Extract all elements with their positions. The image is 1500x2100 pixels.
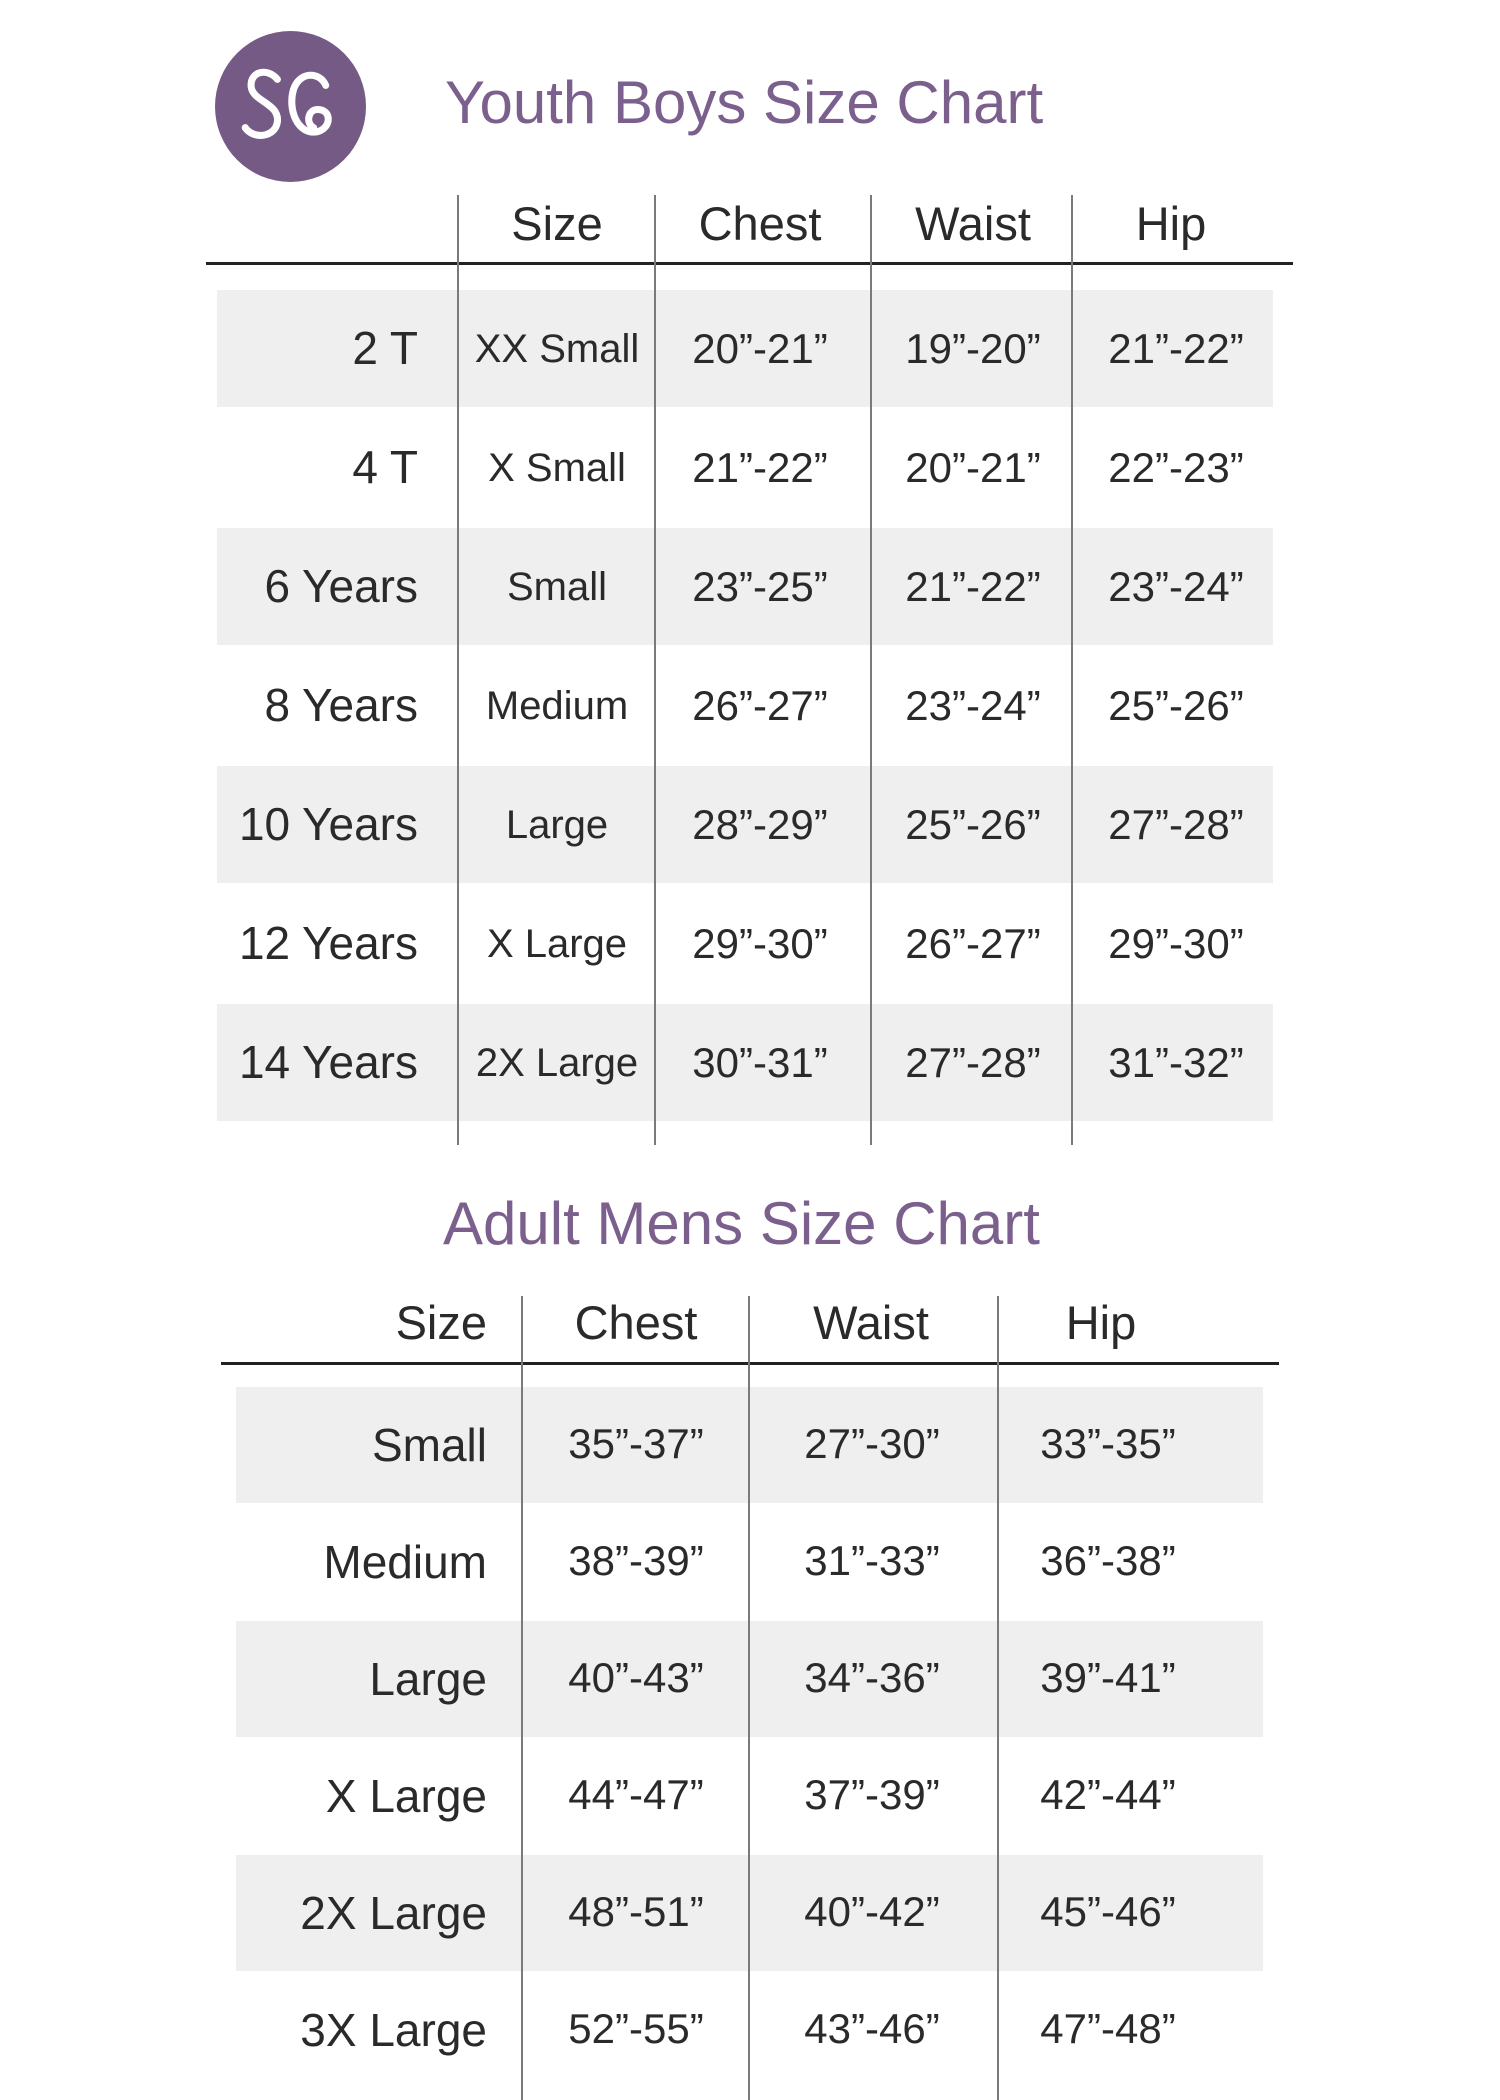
column-divider [457, 195, 459, 1145]
column-divider [1071, 195, 1073, 1145]
waist-cell: 27”-28” [905, 1038, 1041, 1086]
column-divider [654, 195, 656, 1145]
sc-logo [215, 31, 366, 182]
hip-cell: 31”-32” [1108, 1038, 1244, 1086]
row-label: 6 Years [264, 559, 418, 612]
hip-cell: 21”-22” [1108, 324, 1244, 372]
waist-cell: 34”-36” [804, 1654, 940, 1701]
column-header: Chest [574, 1296, 698, 1349]
waist-cell: 31”-33” [804, 1537, 940, 1584]
waist-cell: 37”-39” [804, 1771, 940, 1818]
hip-cell: 47”-48” [1040, 2005, 1176, 2052]
youth-chart-title: Youth Boys Size Chart [445, 69, 1044, 136]
hip-cell: 23”-24” [1108, 562, 1244, 610]
chest-cell: 35”-37” [568, 1420, 704, 1467]
column-divider [521, 1296, 523, 2100]
column-divider [997, 1296, 999, 2100]
waist-cell: 40”-42” [804, 1888, 940, 1935]
row-label: Large [369, 1653, 487, 1705]
size-cell: 2X Large [475, 1040, 639, 1085]
column-header: Size [395, 1296, 487, 1349]
adult-chart-title: Adult Mens Size Chart [443, 1190, 1040, 1257]
waist-cell: 25”-26” [905, 800, 1041, 848]
hip-cell: 36”-38” [1040, 1537, 1176, 1584]
chest-cell: 23”-25” [692, 562, 828, 610]
column-header: Hip [1065, 1296, 1137, 1349]
hip-cell: 25”-26” [1108, 681, 1244, 729]
chest-cell: 40”-43” [568, 1654, 704, 1701]
waist-cell: 20”-21” [905, 443, 1041, 491]
row-label: 10 Years [238, 797, 418, 850]
hip-cell: 27”-28” [1108, 800, 1244, 848]
hip-cell: 42”-44” [1040, 1771, 1176, 1818]
column-header: Hip [1135, 197, 1207, 250]
chest-cell: 26”-27” [692, 681, 828, 729]
chest-cell: 29”-30” [692, 919, 828, 967]
waist-cell: 27”-30” [804, 1420, 940, 1467]
sc-monogram-icon [215, 31, 366, 182]
row-label: Medium [323, 1536, 487, 1588]
waist-cell: 23”-24” [905, 681, 1041, 729]
chest-cell: 48”-51” [568, 1888, 704, 1935]
column-header: Size [511, 197, 603, 250]
column-header: Chest [698, 197, 822, 250]
column-divider [870, 195, 872, 1145]
hip-cell: 33”-35” [1040, 1420, 1176, 1467]
row-label: 14 Years [238, 1035, 418, 1088]
row-label: 2X Large [300, 1887, 487, 1939]
chest-cell: 52”-55” [568, 2005, 704, 2052]
chest-cell: 30”-31” [692, 1038, 828, 1086]
row-label: 3X Large [300, 2004, 487, 2056]
chest-cell: 21”-22” [692, 443, 828, 491]
chest-cell: 20”-21” [692, 324, 828, 372]
size-cell: Medium [485, 683, 629, 728]
size-cell: Small [506, 564, 608, 609]
hip-cell: 29”-30” [1108, 919, 1244, 967]
column-divider [748, 1296, 750, 2100]
waist-cell: 21”-22” [905, 562, 1041, 610]
row-label: 4 T [352, 440, 418, 493]
size-cell: XX Small [474, 326, 640, 371]
row-label: X Large [325, 1770, 487, 1822]
header-rule [221, 1362, 1279, 1365]
size-cell: X Small [488, 445, 626, 490]
hip-cell: 39”-41” [1040, 1654, 1176, 1701]
column-header: Waist [813, 1296, 929, 1349]
chest-cell: 28”-29” [692, 800, 828, 848]
size-cell: Large [505, 802, 609, 847]
row-label: 2 T [352, 321, 418, 374]
hip-cell: 22”-23” [1108, 443, 1244, 491]
waist-cell: 19”-20” [905, 324, 1041, 372]
row-label: Small [371, 1419, 487, 1471]
hip-cell: 45”-46” [1040, 1888, 1176, 1935]
row-label: 12 Years [238, 916, 418, 969]
row-label: 8 Years [264, 678, 418, 731]
chest-cell: 38”-39” [568, 1537, 704, 1584]
chest-cell: 44”-47” [568, 1771, 704, 1818]
waist-cell: 26”-27” [905, 919, 1041, 967]
size-cell: X Large [486, 921, 628, 966]
waist-cell: 43”-46” [804, 2005, 940, 2052]
column-header: Waist [915, 197, 1031, 250]
header-rule [206, 262, 1293, 265]
